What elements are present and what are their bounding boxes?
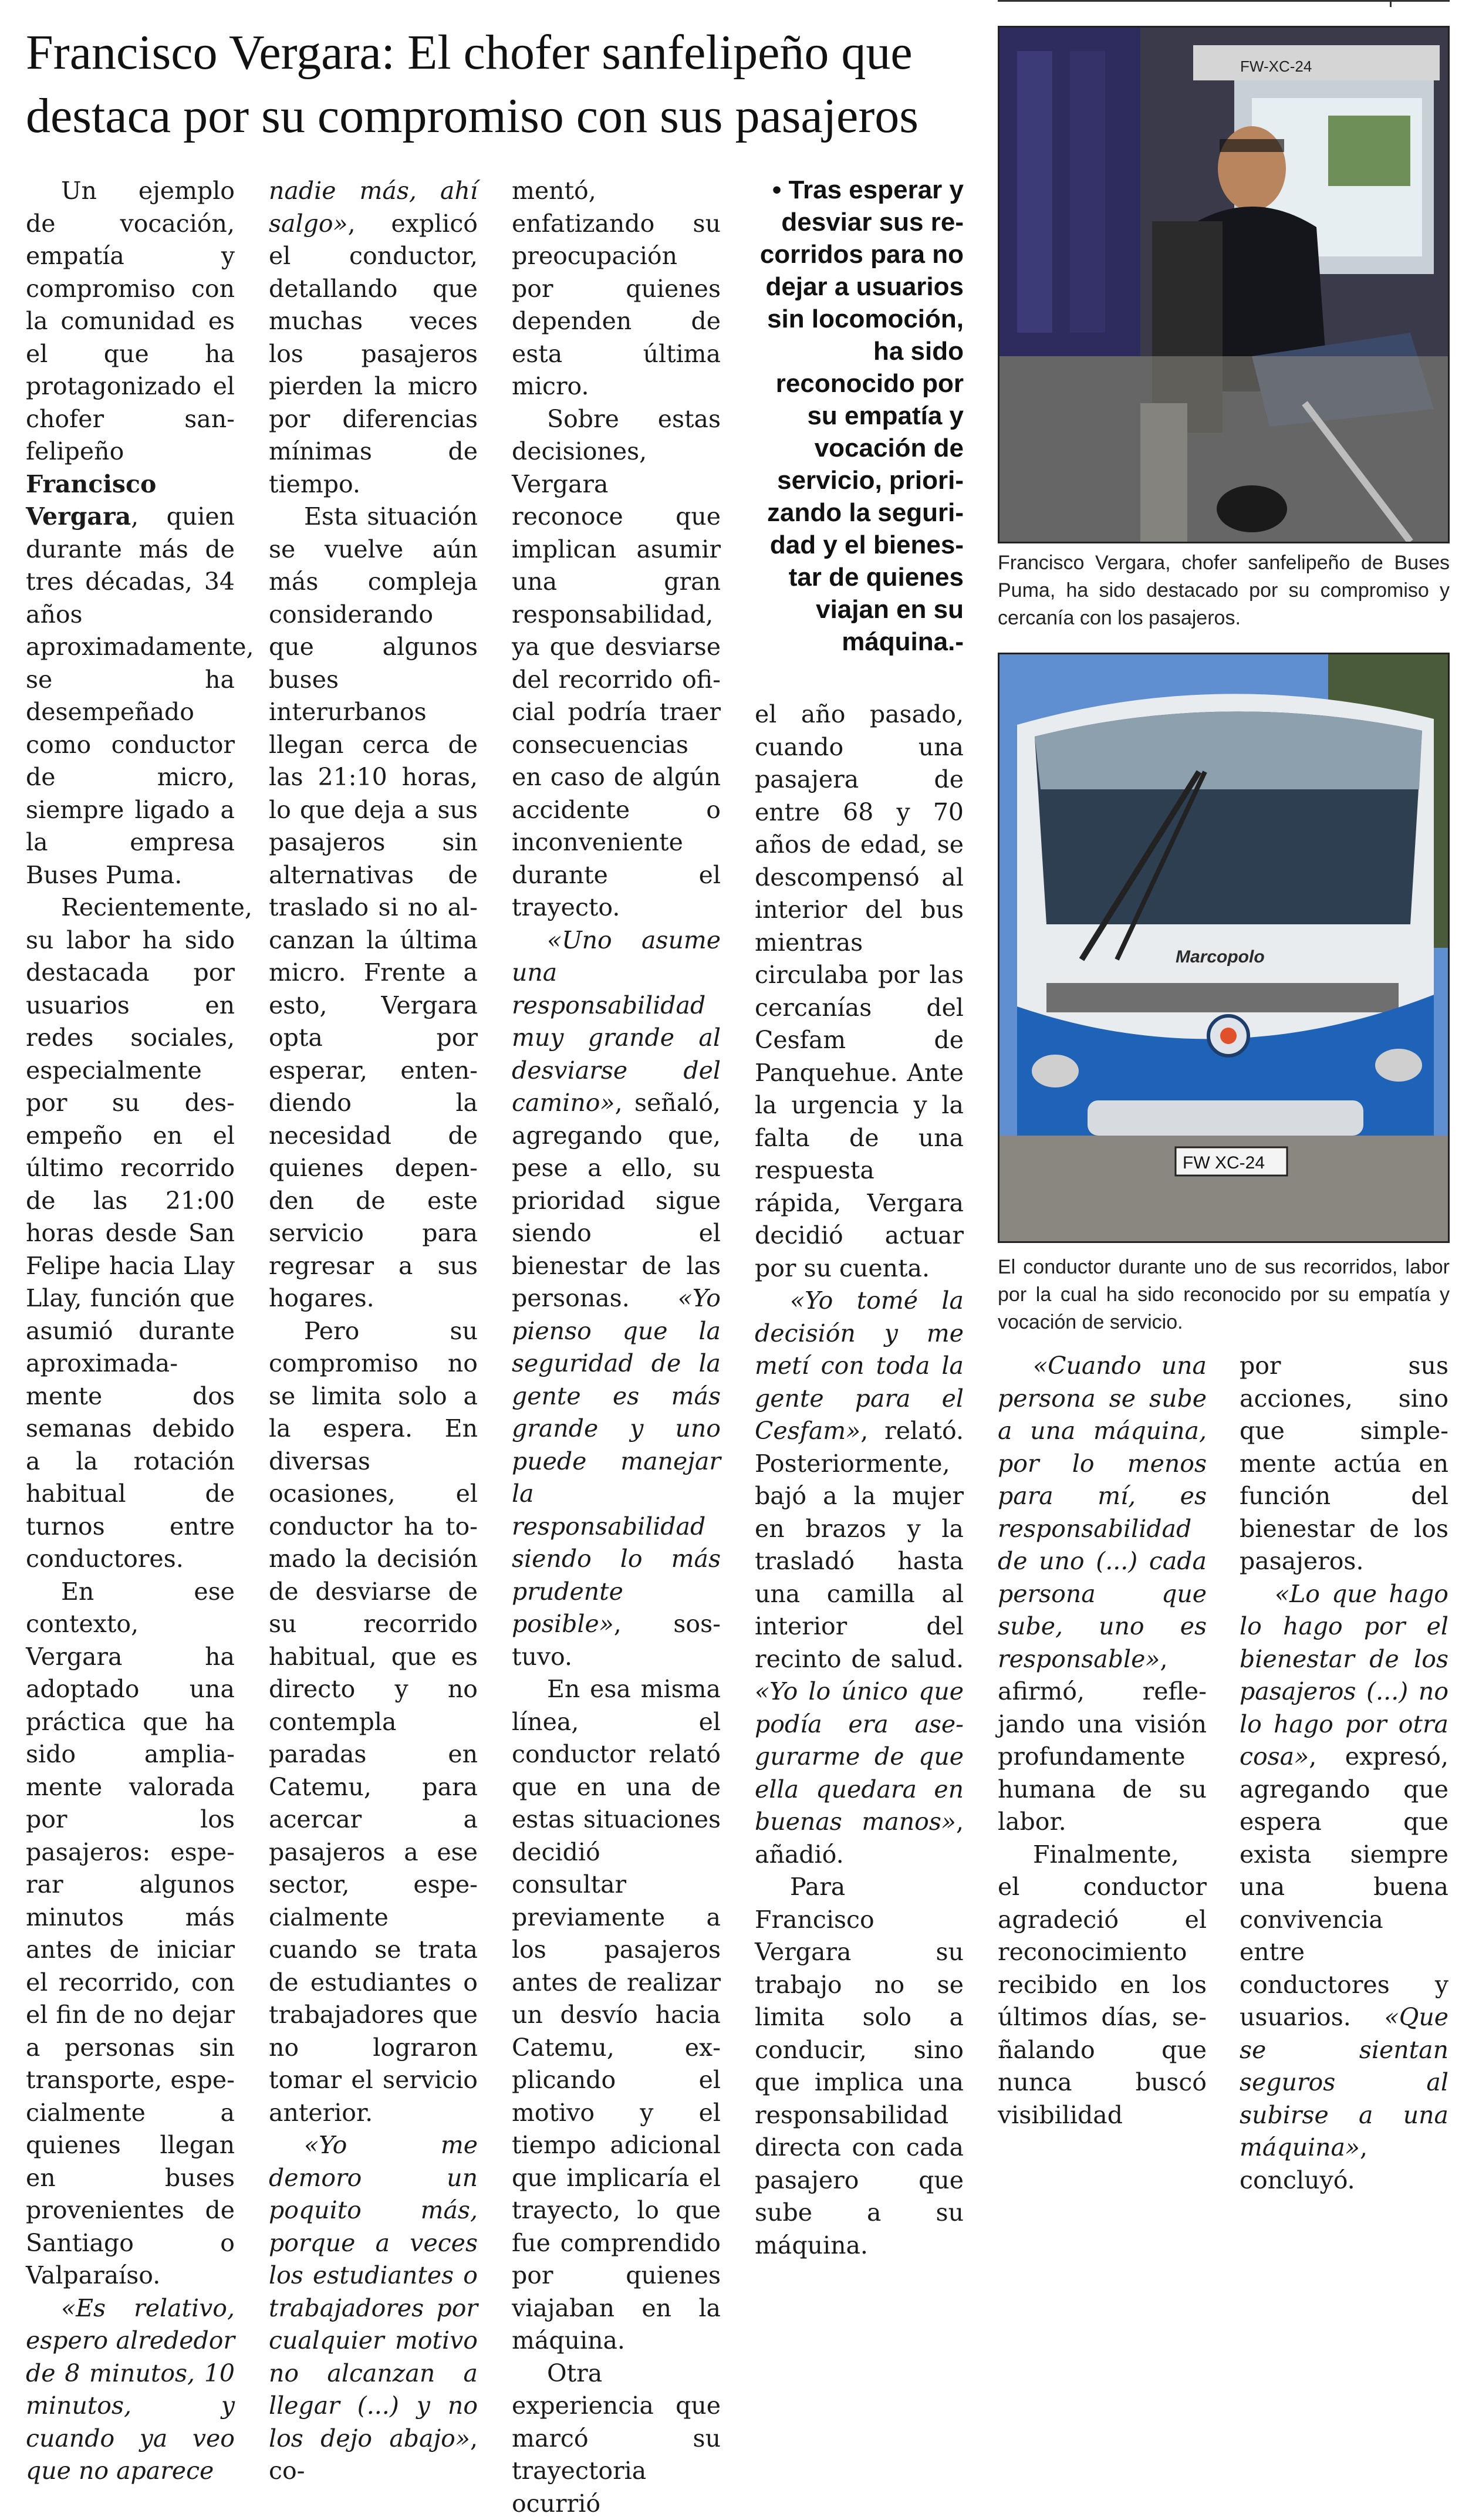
text-run: , explicó el conductor, detallando que muchas veces los pasajeros pierden la micro por diferencias mínimas de tiempo. bbox=[269, 210, 478, 498]
text-run: , co- bbox=[269, 2424, 478, 2485]
headline: Francisco Vergara: El chofer sanfelipeño que destaca por su compromiso con sus pasajeros bbox=[26, 21, 988, 148]
driver-photo bbox=[998, 26, 1450, 543]
article-column-4 bbox=[755, 698, 964, 2262]
paragraph: por sus acciones, sino que simplemente actúa en función del bienestar de los pasajeros. bbox=[1240, 1350, 1448, 1578]
paragraph bbox=[269, 175, 478, 501]
paragraph: Sobre estas decisiones, Vergara reconoce que implican asumir una gran responsabilidad, ya que desviarse del recorrido oficial podría traer consecuencias en caso de algún accidente o inconveniente durante el trayecto. bbox=[512, 403, 721, 924]
text-run: , añadió. bbox=[755, 1808, 964, 1869]
paragraph: Esta situación se vuelve aún más compleja considerando que algunos buses interurbanos llegan cerca de las 21:10 horas, lo que deja a sus pasajeros sin alternativas de traslado si no alcanzan la última micro. Frente a esto, Vergara opta por esperar, entendiendo la necesidad de quienes dependen de este servicio para regresar a sus hogares. bbox=[269, 501, 478, 1315]
bus-brand-text: Marcopolo bbox=[1176, 947, 1265, 967]
quote-paragraph bbox=[26, 2292, 235, 2488]
paragraph bbox=[26, 175, 235, 891]
photo-caption-2: El conductor durante uno de sus recorridos, labor por la cual ha sido reconocido por su empatía y vocación de servicio. bbox=[998, 1254, 1450, 1336]
quote: «Yo lo único que podía era asegurarme de que ella quedara en buenas manos» bbox=[755, 1677, 964, 1836]
quote-paragraph bbox=[998, 1350, 1207, 1839]
quote: «Es relativo, espero alrededor de 8 minutos, 10 minutos, y cuando ya veo que no aparece bbox=[26, 2294, 235, 2485]
article-column-5 bbox=[998, 1350, 1207, 2131]
quote: «Yo me demoro un poquito más, porque a veces los estudiantes o trabajadores por cualquier motivo no alcanzan a llegar (...) y no los dejo abajo» bbox=[269, 2131, 478, 2453]
paragraph: En esa misma línea, el conductor relató que en una de estas situaciones decidió consultar previamente a los pasajeros antes de realizar un desvío hacia Catemu, explicando el motivo y el tiempo adicional que implicaría el trayecto, lo que fue comprendido por quienes viajaban en la máquina. bbox=[512, 1673, 721, 2357]
person-name: Francisco Vergara bbox=[26, 470, 156, 531]
quote: «Uno asume una responsabilidad muy grande al desviarse del camino» bbox=[512, 926, 721, 1117]
article-column-1 bbox=[26, 175, 235, 2488]
paragraph: el año pasado, cuando una pasajera de entre 68 y 70 años de edad, se descompensó al interior del bus mientras circulaba por las cercanías del Cesfam de Panquehue. Ante la urgencia y la falta de una respuesta rápida, Vergara decidió actuar por su cuenta. bbox=[755, 698, 964, 1285]
top-rule bbox=[998, 0, 1450, 5]
paragraph: Recientemente, su labor ha sido destacada por usuarios en redes sociales, especialmente por su desempeño en el último recorrido de las 21:00 horas desde San Felipe hacia Llay Llay, función que asumió durante aproximadamente dos semanas debido a la rotación habitual de turnos entre conductores. bbox=[26, 891, 235, 1576]
pull-quote: • Tras esperar y desviar sus recorridos para no dejar a usuarios sin locomoción, ha sido reconocido por su empatía y vocación de servicio, priorizando la seguridad y el bienestar de quienes viajan en su máquina.- bbox=[755, 174, 964, 658]
paragraph: En ese contexto, Vergara ha adoptado una práctica que ha sido ampliamente valorada por los pasajeros: esperar algunos minutos más antes de iniciar el recorrido, con el fin de no dejar a personas sin transporte, especialmente a quienes llegan en buses provenientes de Santiago o Valparaíso. bbox=[26, 1576, 235, 2292]
paragraph: mentó, enfatizando su preocupación por quienes dependen de esta última micro. bbox=[512, 175, 721, 403]
bus-illustration bbox=[999, 654, 1448, 1241]
article-column-3 bbox=[512, 175, 721, 2520]
paragraph: Para Francisco Vergara su trabajo no se limita solo a conducir, sino que implica una responsabilidad directa con cada pasajero que sube a su máquina. bbox=[755, 1871, 964, 2262]
top-rule-tick bbox=[1390, 0, 1392, 7]
text-run: , concluyó. bbox=[1240, 2133, 1367, 2194]
quote-paragraph bbox=[512, 924, 721, 1674]
text-run: , relató. Posteriormente, bajó a la mujer en brazos y la trasladó hasta una camilla al interior del recinto de salud. bbox=[755, 1417, 964, 1673]
text-run: , quien durante más de tres décadas, 34 años aproximadamente, se ha desempeñado como conductor de micro, siempre ligado a la empresa Buses Puma. bbox=[26, 502, 254, 889]
bus-license-plate: FW XC-24 bbox=[1183, 1153, 1265, 1173]
quote: «Que se sientan seguros al subirse a una máquina» bbox=[1240, 2003, 1448, 2161]
paragraph: Otra experiencia que marcó su trayectoria ocurrió bbox=[512, 2357, 721, 2520]
article-column-2 bbox=[269, 175, 478, 2488]
paragraph: Finalmente, el conductor agradeció el reconocimiento recibido en los últimos días, señalando que nunca buscó visibilidad bbox=[998, 1839, 1207, 2132]
text-run: , expresó, agregando que espera que exista siempre una buena convivencia entre conductores y usuarios. bbox=[1240, 1742, 1448, 2031]
article-column-6 bbox=[1240, 1350, 1448, 2197]
quote: nadie más, ahí salgo» bbox=[269, 177, 478, 238]
text-run: , señaló, agregando que, pese a ello, su prioridad sigue siendo el bienestar de las personas. bbox=[512, 1089, 721, 1312]
quote-paragraph bbox=[755, 1285, 964, 1871]
bus-plate-sign: FW-XC-24 bbox=[1240, 58, 1312, 75]
quote-paragraph bbox=[269, 2129, 478, 2488]
paragraph: Pero su compromiso no se limita solo a la espera. En diversas ocasiones, el conductor ha tomado la decisión de desviarse de su recorrido habitual, que es directo y no contempla paradas en Catemu, para acercar a pasajeros a ese sector, especialmente cuando se trata de estudiantes o trabajadores que no lograron tomar el servicio anterior. bbox=[269, 1315, 478, 2130]
quote: «Yo tomé la decisión y me metí con toda la gente para el Cesfam» bbox=[755, 1286, 964, 1445]
text-run: , afirmó, reflejando una visión profundamente humana de su labor. bbox=[998, 1645, 1207, 1836]
quote: «Yo pienso que la seguridad de la gente es más grande y uno puede manejar la responsabilidad siendo lo más prudente posible» bbox=[512, 1284, 721, 1638]
bus-photo bbox=[998, 653, 1450, 1243]
text-run: Un ejemplo de vocación, empatía y compromiso con la comunidad es el que ha protagonizado el chofer sanfelipeño bbox=[26, 177, 235, 465]
quote: «Cuando una persona se sube a una máquina, por lo menos para mí, es responsabilidad de uno (...) cada persona que sube, uno es responsable» bbox=[998, 1352, 1207, 1673]
photo-caption-1: Francisco Vergara, chofer sanfelipeño de Buses Puma, ha sido destacado por su compromiso y cercanía con los pasajeros. bbox=[998, 549, 1450, 632]
quote-paragraph bbox=[1240, 1578, 1448, 2197]
quote: «Lo que hago lo hago por el bienestar de los pasajeros (...) no lo hago por otra cosa» bbox=[1240, 1580, 1448, 1771]
driver-illustration bbox=[999, 28, 1448, 542]
text-run: , sostuvo. bbox=[512, 1610, 721, 1671]
